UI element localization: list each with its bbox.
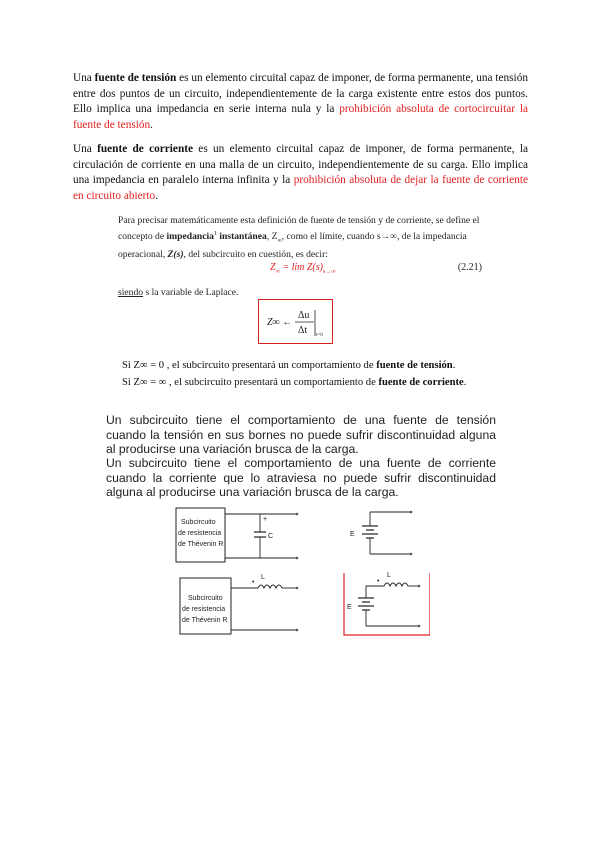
- source-label-2: E: [347, 604, 352, 611]
- terminal: [296, 629, 299, 632]
- box2-label-2: de resistencia: [182, 606, 226, 613]
- plus-mark: +: [263, 516, 268, 523]
- capacitor-label: C: [268, 533, 274, 540]
- terminal: [296, 587, 299, 590]
- voltage-behaviour-text: Un subcircuito tiene el comportamiento de una fuente de tensión cuando la tensión en sus bornes no puede sufrir discontinuidad alguna al producirse una variación brusca de la carga.: [106, 413, 496, 456]
- box1-label-2: de resistencia: [178, 530, 222, 537]
- inductor-label-1: L: [261, 574, 265, 581]
- box2-label-1: Subcircuito: [188, 595, 223, 602]
- circuit-diagrams: [170, 502, 430, 637]
- terminal: [410, 553, 413, 556]
- laplace-note: siendo s la variable de Laplace.: [118, 287, 239, 298]
- inductor-label-2: L: [387, 572, 391, 579]
- inductor-coil: [384, 583, 408, 586]
- formula-denominator: Δt: [298, 325, 308, 336]
- box2-label-3: de Thévenin R: [182, 617, 228, 624]
- formula-subscript: t=0: [316, 333, 323, 338]
- terminal: [418, 585, 421, 588]
- inductor-coil: [258, 585, 282, 588]
- term-current-source: fuente de corriente: [97, 143, 194, 155]
- impedance-formula-box: [258, 299, 333, 344]
- current-behaviour-text: Un subcircuito tiene el comportamiento de una fuente de corriente cuando la corriente que lo atraviesa no puede sufrir discontinuidad alguna al producirse una variación brusca de la carga.: [106, 456, 496, 499]
- box1-label-1: Subcircuito: [181, 519, 216, 526]
- source-label-1: E: [350, 531, 355, 538]
- terminal: [410, 511, 413, 514]
- dot-mark: •: [377, 578, 380, 585]
- dot-mark: •: [252, 579, 255, 586]
- warning-current-source: prohibición absoluta de dejar la fuente de corriente en circuito abierto: [73, 174, 528, 202]
- terminal: [296, 513, 299, 516]
- warning-voltage-source: prohibición absoluta de cortocircuitar la fuente de tensión: [73, 103, 528, 131]
- terminal: [296, 557, 299, 560]
- terminal: [418, 625, 421, 628]
- box1-label-3: de Thévenin R: [178, 541, 224, 548]
- paragraph-current-source: Una fuente de corriente es un elemento circuital capaz de imponer, de forma permanente, la circulación de corriente en una malla de un circuito, independientemente de su carga. Ello implica una impedancia en paralelo interna infinita y la prohibición absoluta de dejar la fuente de corriente en circuito abierto.: [73, 143, 528, 202]
- formula-lhs: Z∞ ←: [267, 317, 293, 328]
- equation-number: (2.21): [457, 262, 482, 273]
- formula-numerator: Δu: [298, 310, 310, 321]
- equation-row: [118, 262, 490, 280]
- condition-current: Si Z∞ = ∞ , el subcircuito presentará un comportamiento de fuente de corriente.: [122, 377, 467, 388]
- limit-equation: $Z_\infty = \lim Z(s)_{s\to\infty}$: [270, 262, 336, 275]
- term-voltage-source: fuente de tensión: [94, 72, 177, 84]
- inset-definition-text: Para precisar matemáticamente esta definición de fuente de tensión y de corriente, se define el concepto de impedancia$^1$ instantánea, $Z_\infty$, como el límite, cuando s→∞, de la impedancia operacional, Z(s), del subcircuito en cuestión, es decir:: [118, 215, 480, 261]
- impedance-formula-svg: [259, 300, 332, 343]
- condition-voltage: Si Z∞ = 0 , el subcircuito presentará un comportamiento de fuente de tensión.: [122, 360, 456, 371]
- paragraph-voltage-source: Una fuente de tensión es un elemento circuital capaz de imponer, de forma permanente, una tensión entre dos puntos de un circuito, independientemente de la carga existente entre estos dos puntos. Ello implica una impedancia en serie interna nula y la prohibición absoluta de cortocircuitar la fuente de tensión.: [73, 72, 528, 131]
